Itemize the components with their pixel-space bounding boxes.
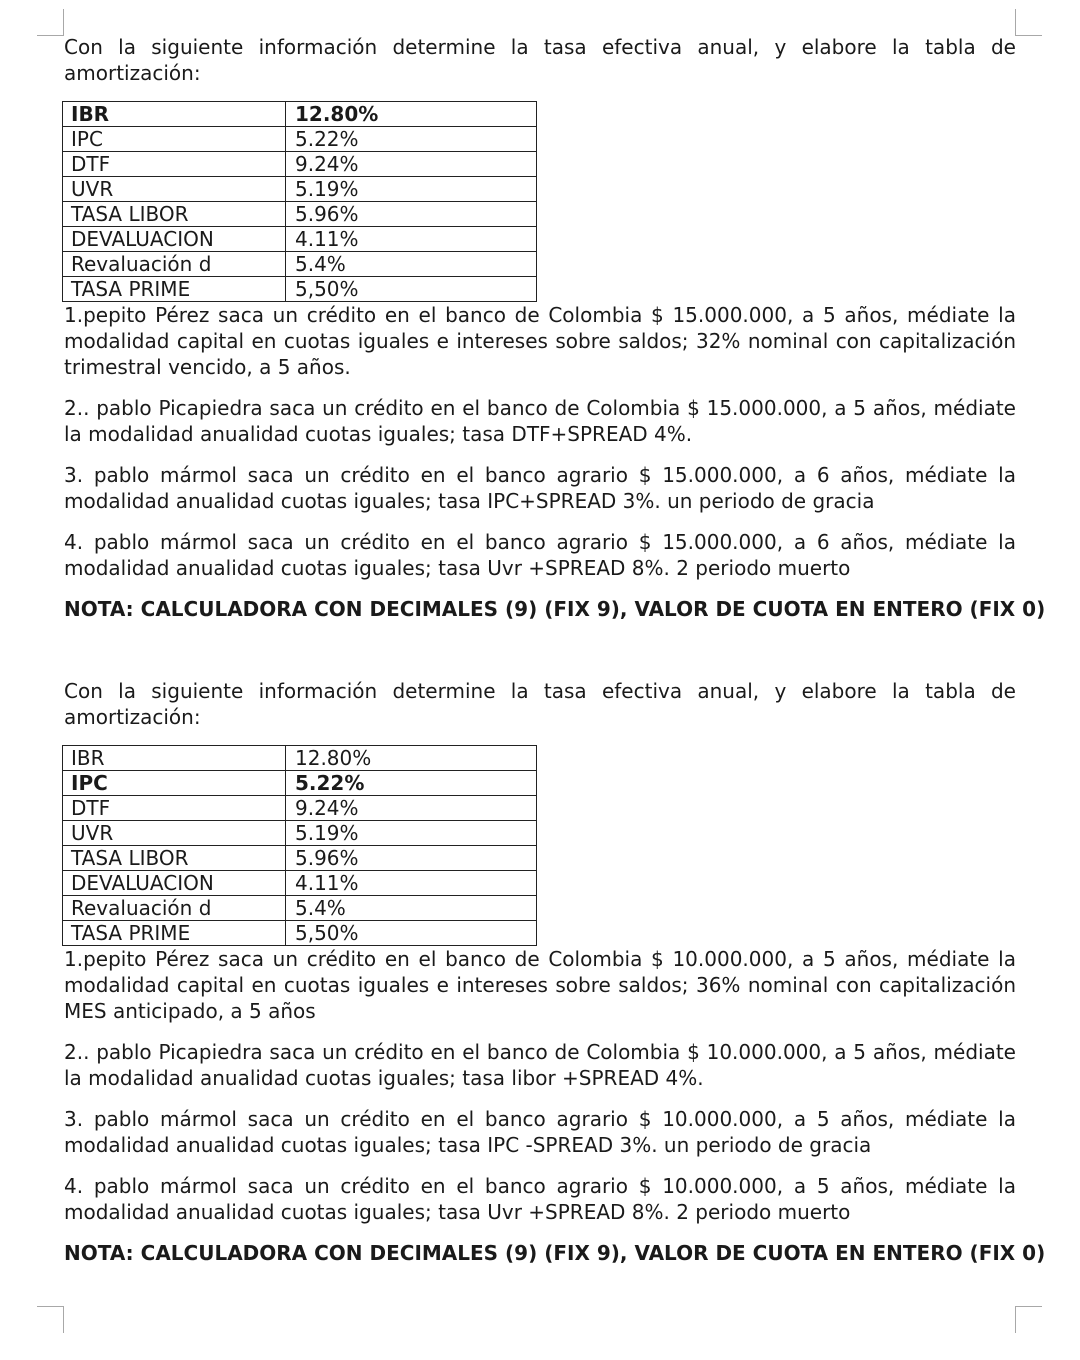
rate-row xyxy=(63,202,537,227)
problem-2: 2.. pablo Picapiedra saca un crédito en el banco de Colombia $ 15.000.000, a 5 años, médiate la modalidad anualidad cuotas iguales; tasa DTF+SPREAD 4%. xyxy=(64,396,1016,446)
rate-row xyxy=(63,821,537,846)
crop-mark-bottom-left xyxy=(37,1306,64,1333)
rate-name: IBR xyxy=(63,102,286,127)
rate-name: DEVALUACION xyxy=(63,871,286,896)
exercise-section-1 xyxy=(64,34,1046,622)
rate-value: 12.80% xyxy=(286,102,537,127)
rate-value: 5.96% xyxy=(286,846,537,871)
problem-4: 4. pablo mármol saca un crédito en el banco agrario $ 10.000.000, a 5 años, médiate la modalidad anualidad cuotas iguales; tasa Uvr +SPREAD 8%. 2 periodo muerto xyxy=(64,1174,1016,1224)
intro-text: Con la siguiente información determine la tasa efectiva anual, y elabore la tabla de amortización: xyxy=(64,679,1016,729)
rate-name: DTF xyxy=(63,152,286,177)
rate-value: 4.11% xyxy=(286,227,537,252)
rate-row xyxy=(63,227,537,252)
crop-mark-bottom-right xyxy=(1015,1306,1042,1333)
rates-table xyxy=(62,101,537,302)
rate-row xyxy=(63,746,537,771)
rate-row xyxy=(63,896,537,921)
rate-value: 9.24% xyxy=(286,796,537,821)
rate-row xyxy=(63,846,537,871)
rate-name: Revaluación d xyxy=(63,252,286,277)
rate-value: 5,50% xyxy=(286,921,537,946)
rate-value: 9.24% xyxy=(286,152,537,177)
rate-row xyxy=(63,127,537,152)
rate-name: IBR xyxy=(63,746,286,771)
rate-name: TASA PRIME xyxy=(63,277,286,302)
rate-name: UVR xyxy=(63,177,286,202)
crop-mark-top-left xyxy=(37,9,64,36)
rate-name: Revaluación d xyxy=(63,896,286,921)
exercise-section-2 xyxy=(64,678,1046,1266)
rate-row xyxy=(63,921,537,946)
rate-row xyxy=(63,796,537,821)
rate-row xyxy=(63,771,537,796)
rate-value: 5.19% xyxy=(286,177,537,202)
rates-table xyxy=(62,745,537,946)
rate-row xyxy=(63,152,537,177)
calculator-note: NOTA: CALCULADORA CON DECIMALES (9) (FIX 9), VALOR DE CUOTA EN ENTERO (FIX 0) xyxy=(64,597,1046,621)
rate-name: DEVALUACION xyxy=(63,227,286,252)
rate-value: 12.80% xyxy=(286,746,537,771)
problem-4: 4. pablo mármol saca un crédito en el banco agrario $ 15.000.000, a 6 años, médiate la modalidad anualidad cuotas iguales; tasa Uvr +SPREAD 8%. 2 periodo muerto xyxy=(64,530,1016,580)
rate-row xyxy=(63,252,537,277)
rate-value: 5.22% xyxy=(286,127,537,152)
problem-1: 1.pepito Pérez saca un crédito en el banco de Colombia $ 15.000.000, a 5 años, médiate la modalidad capital en cuotas iguales e intereses sobre saldos; 32% nominal con capitalización trimestral vencido, a 5 años. xyxy=(64,303,1016,379)
problem-3: 3. pablo mármol saca un crédito en el banco agrario $ 15.000.000, a 6 años, médiate la modalidad anualidad cuotas iguales; tasa IPC+SPREAD 3%. un periodo de gracia xyxy=(64,463,1016,513)
rate-value: 5,50% xyxy=(286,277,537,302)
rate-value: 5.96% xyxy=(286,202,537,227)
calculator-note: NOTA: CALCULADORA CON DECIMALES (9) (FIX 9), VALOR DE CUOTA EN ENTERO (FIX 0) xyxy=(64,1241,1046,1265)
rate-row xyxy=(63,277,537,302)
intro-text: Con la siguiente información determine la tasa efectiva anual, y elabore la tabla de amortización: xyxy=(64,35,1016,85)
rate-row xyxy=(63,177,537,202)
crop-mark-top-right xyxy=(1015,9,1042,36)
rate-name: TASA LIBOR xyxy=(63,846,286,871)
rate-name: DTF xyxy=(63,796,286,821)
rate-row xyxy=(63,871,537,896)
rate-name: IPC xyxy=(63,771,286,796)
rate-row xyxy=(63,102,537,127)
problem-2: 2.. pablo Picapiedra saca un crédito en el banco de Colombia $ 10.000.000, a 5 años, médiate la modalidad anualidad cuotas iguales; tasa libor +SPREAD 4%. xyxy=(64,1040,1016,1090)
rate-name: TASA PRIME xyxy=(63,921,286,946)
rate-value: 5.4% xyxy=(286,896,537,921)
rate-name: TASA LIBOR xyxy=(63,202,286,227)
rate-name: IPC xyxy=(63,127,286,152)
rate-value: 5.4% xyxy=(286,252,537,277)
rate-name: UVR xyxy=(63,821,286,846)
rate-value: 5.22% xyxy=(286,771,537,796)
rate-value: 5.19% xyxy=(286,821,537,846)
problem-1: 1.pepito Pérez saca un crédito en el banco de Colombia $ 10.000.000, a 5 años, médiate la modalidad capital en cuotas iguales e intereses sobre saldos; 36% nominal con capitalización MES anticipado, a 5 años xyxy=(64,947,1016,1023)
problem-3: 3. pablo mármol saca un crédito en el banco agrario $ 10.000.000, a 5 años, médiate la modalidad anualidad cuotas iguales; tasa IPC -SPREAD 3%. un periodo de gracia xyxy=(64,1107,1016,1157)
rate-value: 4.11% xyxy=(286,871,537,896)
